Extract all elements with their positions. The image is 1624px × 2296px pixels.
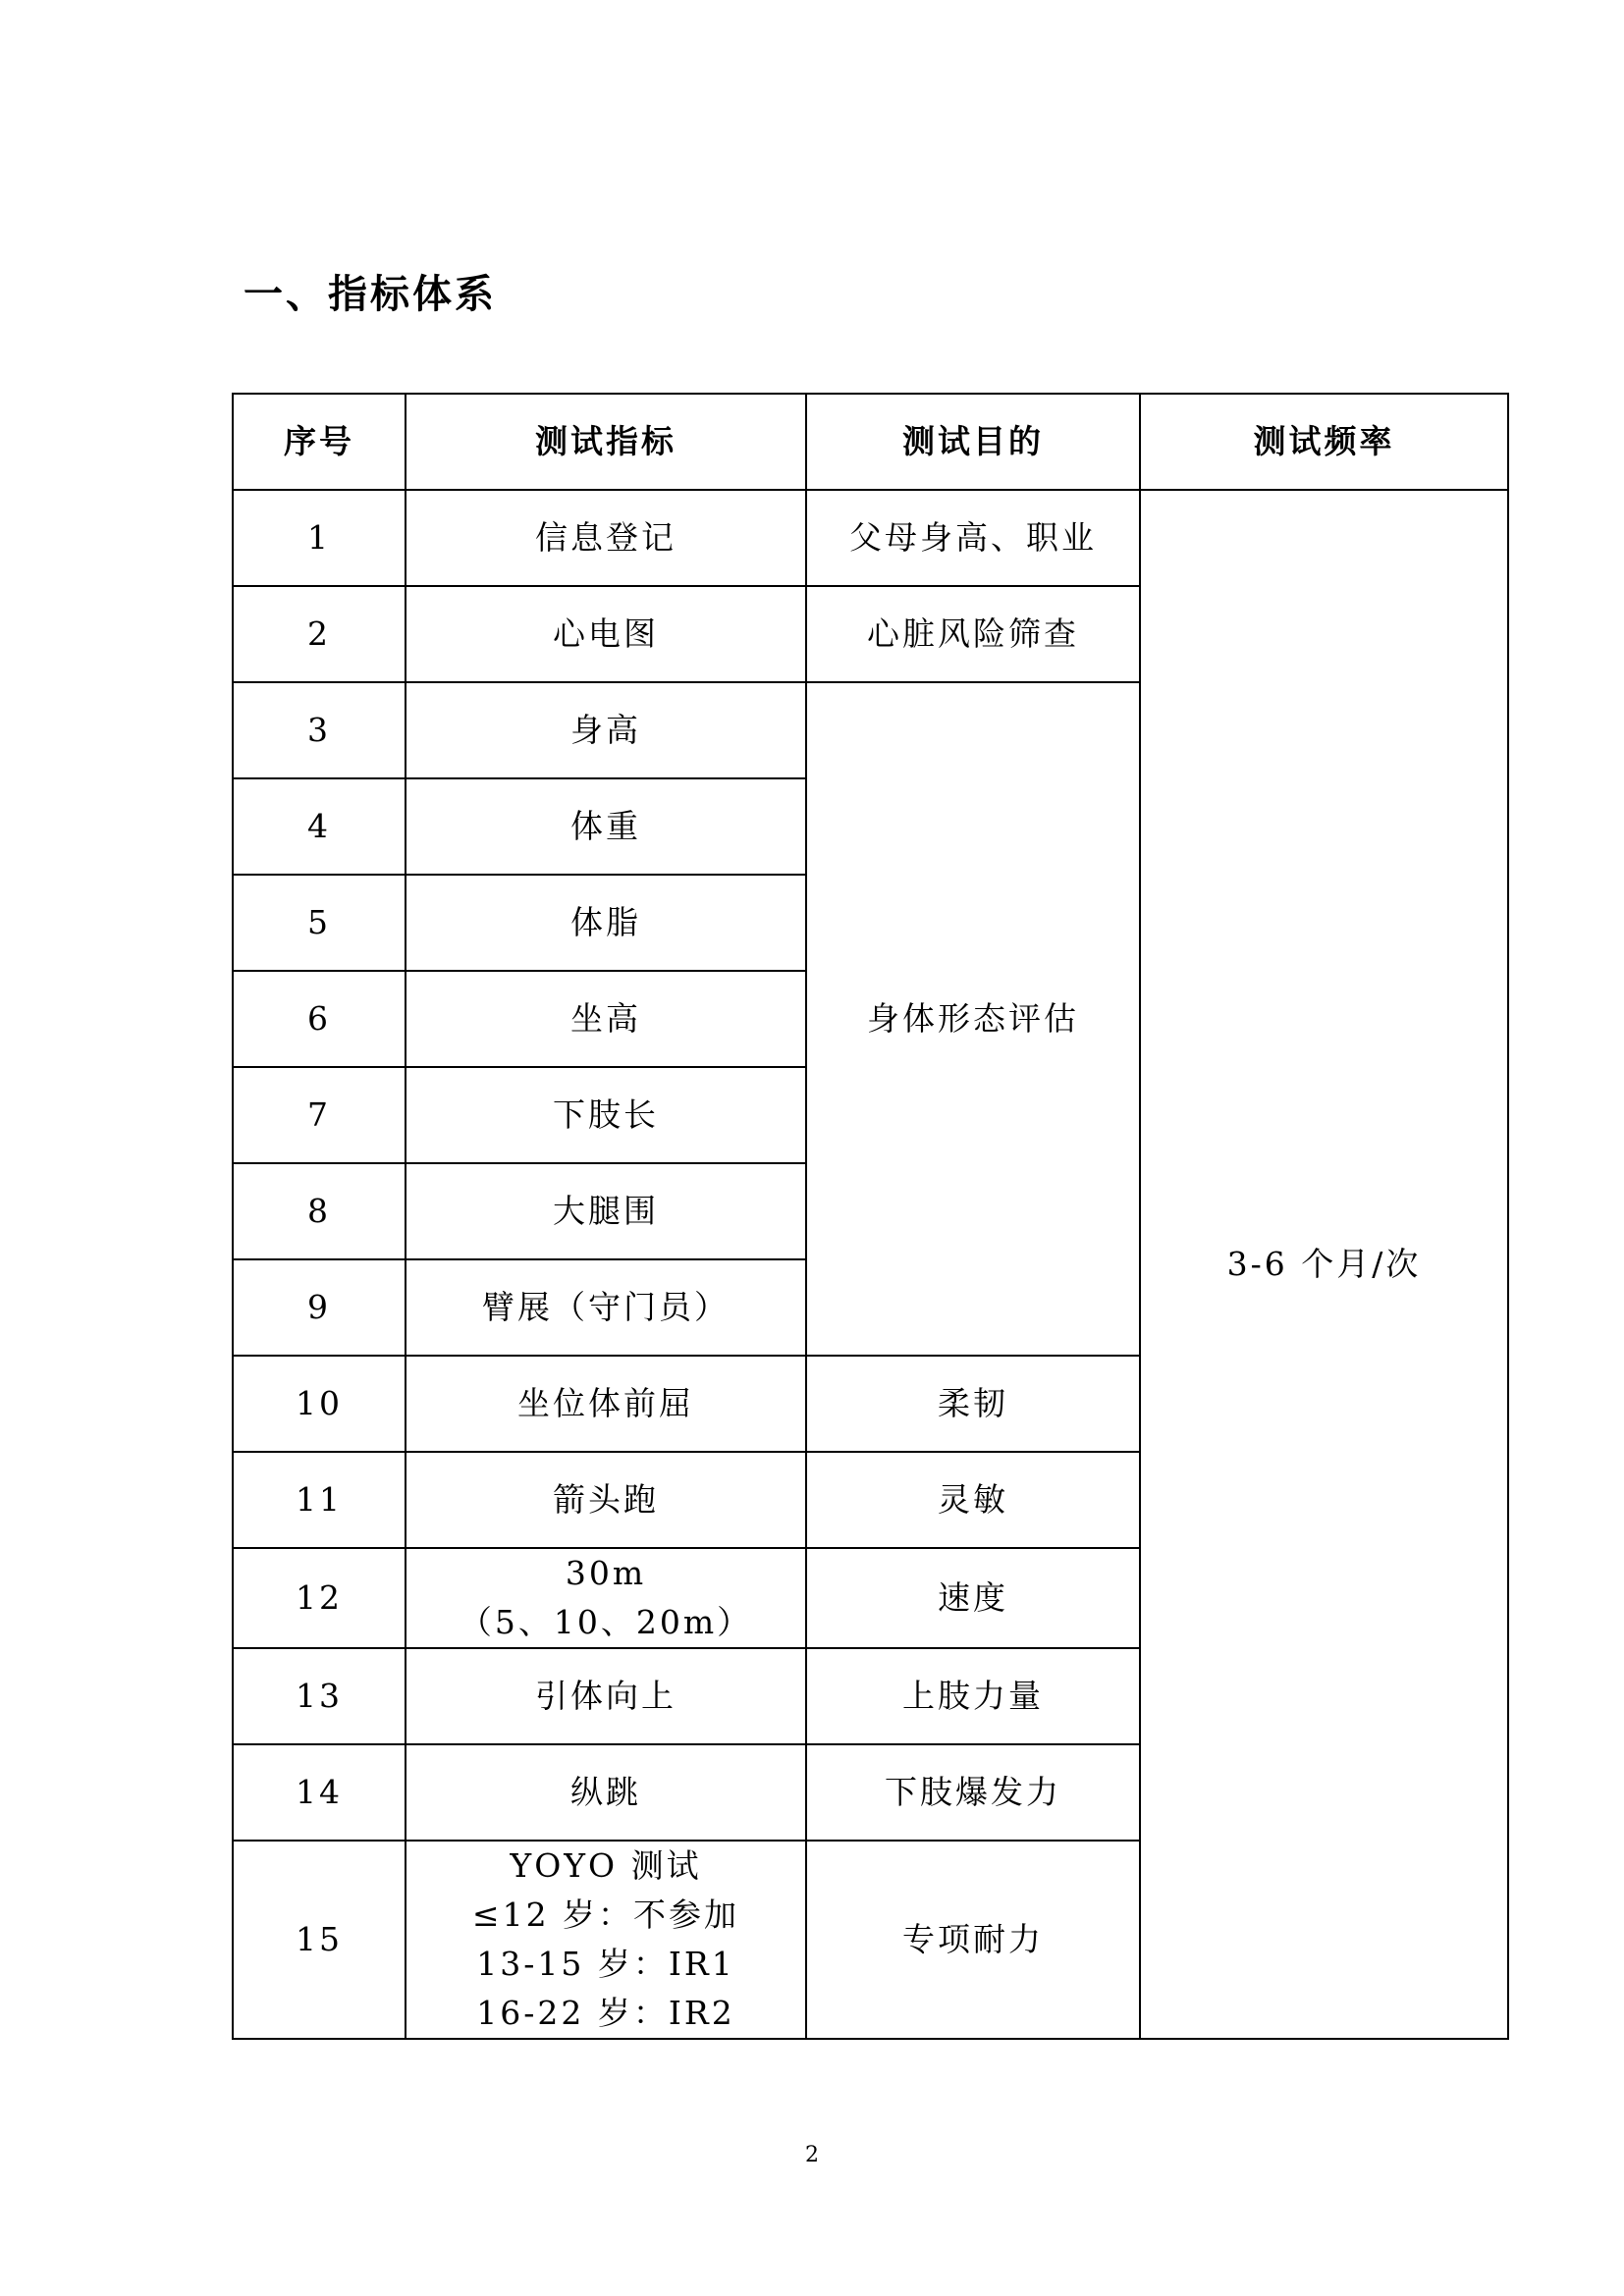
- cell-indicator: 坐高: [406, 971, 806, 1067]
- indicator-line: 30m: [565, 1554, 647, 1592]
- cell-indicator: 箭头跑: [406, 1452, 806, 1548]
- cell-indicator-multiline: [406, 1548, 806, 1648]
- cell-indicator: 下肢长: [406, 1067, 806, 1163]
- cell-no: 1: [233, 490, 406, 586]
- page-number: 2: [805, 2143, 819, 2167]
- cell-purpose: 速度: [806, 1548, 1140, 1648]
- cell-purpose: 上肢力量: [806, 1648, 1140, 1744]
- cell-indicator: 纵跳: [406, 1744, 806, 1841]
- indicator-line: 16-22 岁：IR2: [476, 1994, 735, 2032]
- header-cell-indicator: 测试指标: [406, 394, 806, 490]
- cell-purpose: 父母身高、职业: [806, 490, 1140, 586]
- cell-no: 10: [233, 1356, 406, 1452]
- cell-no: 12: [233, 1548, 406, 1648]
- indicator-line: ≤12 岁：不参加: [471, 1896, 740, 1934]
- cell-no: 5: [233, 875, 406, 971]
- cell-indicator: 体重: [406, 778, 806, 875]
- cell-purpose: 专项耐力: [806, 1841, 1140, 2039]
- cell-no: 11: [233, 1452, 406, 1548]
- cell-purpose: 心脏风险筛查: [806, 586, 1140, 682]
- cell-indicator: 信息登记: [406, 490, 806, 586]
- cell-no: 2: [233, 586, 406, 682]
- cell-purpose-merged: 身体形态评估: [806, 682, 1140, 1356]
- cell-no: 3: [233, 682, 406, 778]
- cell-no: 8: [233, 1163, 406, 1259]
- cell-purpose: 灵敏: [806, 1452, 1140, 1548]
- cell-purpose: 柔韧: [806, 1356, 1140, 1452]
- cell-indicator: 身高: [406, 682, 806, 778]
- cell-no: 13: [233, 1648, 406, 1744]
- indicator-line: 13-15 岁：IR1: [476, 1945, 735, 1983]
- cell-no: 14: [233, 1744, 406, 1841]
- header-cell-frequency: 测试频率: [1140, 394, 1508, 490]
- cell-no: 9: [233, 1259, 406, 1356]
- table-header-row: [233, 394, 1508, 490]
- cell-purpose: 下肢爆发力: [806, 1744, 1140, 1841]
- indicator-line: YOYO 测试: [510, 1846, 702, 1885]
- cell-indicator: 心电图: [406, 586, 806, 682]
- cell-indicator: 引体向上: [406, 1648, 806, 1744]
- cell-indicator: 坐位体前屈: [406, 1356, 806, 1452]
- cell-indicator: 体脂: [406, 875, 806, 971]
- cell-no: 7: [233, 1067, 406, 1163]
- indicator-table: [232, 393, 1509, 2040]
- cell-indicator: 大腿围: [406, 1163, 806, 1259]
- cell-no: 15: [233, 1841, 406, 2039]
- header-cell-no: 序号: [233, 394, 406, 490]
- header-cell-purpose: 测试目的: [806, 394, 1140, 490]
- section-heading: 一、指标体系: [244, 272, 497, 317]
- table-row: [233, 490, 1508, 586]
- cell-no: 6: [233, 971, 406, 1067]
- indicator-line: （5、10、20m）: [459, 1603, 753, 1641]
- cell-no: 4: [233, 778, 406, 875]
- cell-indicator-multiline: [406, 1841, 806, 2039]
- cell-indicator: 臂展（守门员）: [406, 1259, 806, 1356]
- cell-frequency: 3-6 个月/次: [1140, 490, 1508, 2039]
